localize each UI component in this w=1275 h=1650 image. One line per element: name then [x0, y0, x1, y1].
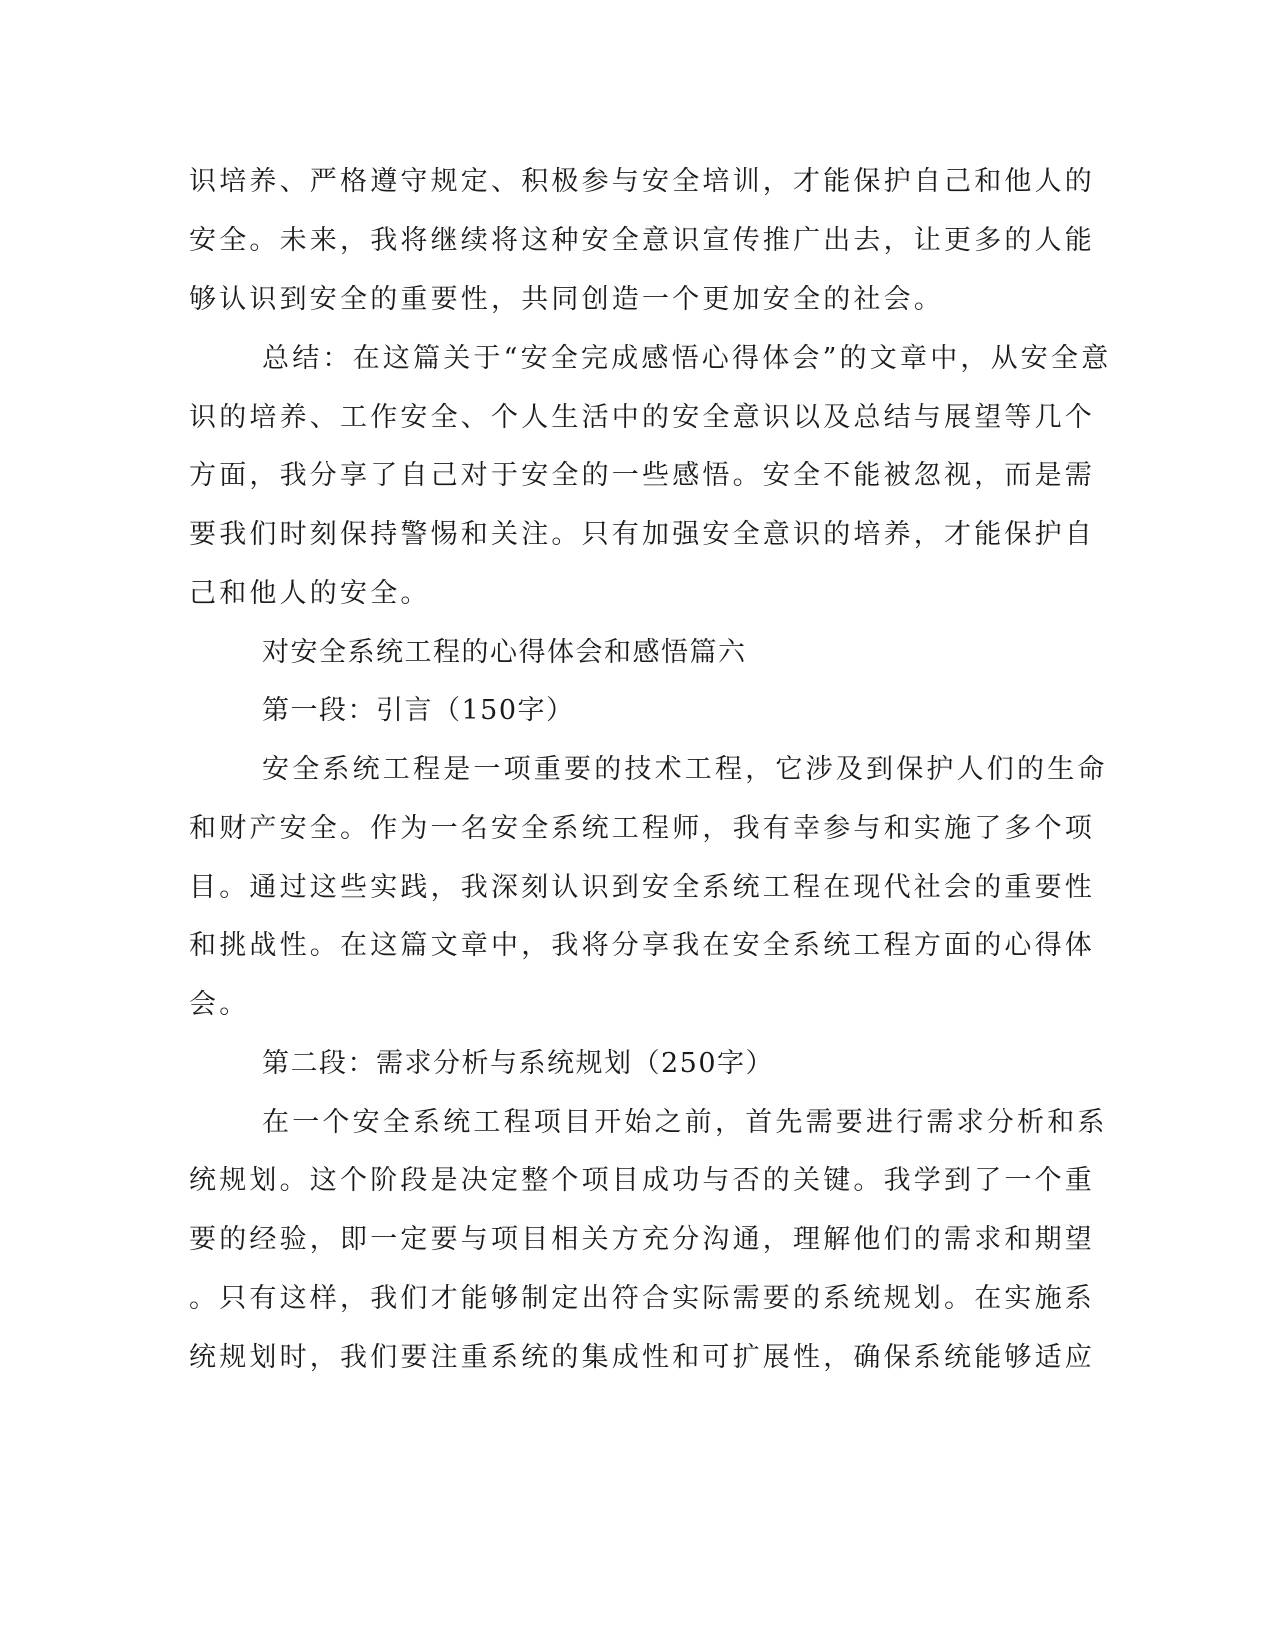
paragraph-line: 识培养、严格遵守规定、积极参与安全培训，才能保护自己和他人的 — [189, 166, 1095, 197]
paragraph-line: 和挑战性。在这篇文章中，我将分享我在安全系统工程方面的心得体 — [189, 930, 1095, 961]
paragraph-line: 方面，我分享了自己对于安全的一些感悟。安全不能被忽视，而是需 — [189, 460, 1095, 491]
paragraph-line: 会。 — [189, 989, 250, 1020]
paragraph-line: 要的经验，即一定要与项目相关方充分沟通，理解他们的需求和期望 — [189, 1224, 1095, 1255]
paragraph-line: 安全系统工程是一项重要的技术工程，它涉及到保护人们的生命 — [262, 754, 1108, 785]
paragraph-line: 目。通过这些实践，我深刻认识到安全系统工程在现代社会的重要性 — [189, 872, 1095, 903]
paragraph-line: 识的培养、工作安全、个人生活中的安全意识以及总结与展望等几个 — [189, 402, 1095, 433]
paragraph-subheading: 第一段：引言（150字） — [262, 695, 575, 726]
paragraph-line: 。只有这样，我们才能够制定出符合实际需要的系统规划。在实施系 — [189, 1283, 1095, 1314]
paragraph-line: 够认识到安全的重要性，共同创造一个更加安全的社会。 — [189, 284, 944, 315]
paragraph-line: 统规划时，我们要注重系统的集成性和可扩展性，确保系统能够适应 — [189, 1342, 1095, 1373]
paragraph-line: 统规划。这个阶段是决定整个项目成功与否的关键。我学到了一个重 — [189, 1165, 1095, 1196]
paragraph-line: 安全。未来，我将继续将这种安全意识宣传推广出去，让更多的人能 — [189, 225, 1095, 256]
paragraph-line: 和财产安全。作为一名安全系统工程师，我有幸参与和实施了多个项 — [189, 813, 1095, 844]
paragraph-subheading: 第二段：需求分析与系统规划（250字） — [262, 1048, 775, 1079]
paragraph-line: 总结：在这篇关于“安全完成感悟心得体会”的文章中，从安全意 — [262, 343, 1112, 374]
paragraph-line: 在一个安全系统工程项目开始之前，首先需要进行需求分析和系 — [262, 1107, 1108, 1138]
paragraph-line: 要我们时刻保持警惕和关注。只有加强安全意识的培养，才能保护自 — [189, 519, 1095, 550]
paragraph-line: 己和他人的安全。 — [189, 578, 431, 609]
section-heading: 对安全系统工程的心得体会和感悟篇六 — [262, 637, 747, 668]
